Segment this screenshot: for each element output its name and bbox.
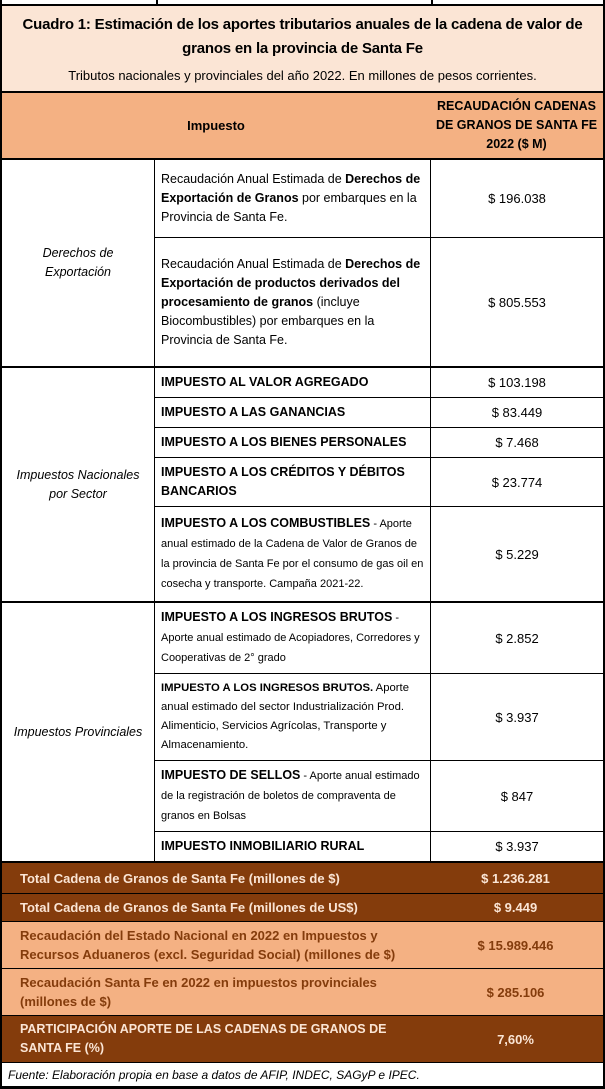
row-value: $ 2.852 [430, 603, 603, 673]
group-impuestos-provinciales [0, 603, 605, 863]
row-value: $ 103.198 [430, 368, 603, 397]
title-block [0, 4, 605, 93]
total-value: $ 1.236.281 [481, 870, 550, 886]
total-value: $ 9.449 [493, 900, 538, 915]
total-label: Recaudación del Estado Nacional en 2022 en Impuestos y Recursos Aduaneros (excl. Seguridad Social) (millones de $) [20, 928, 396, 962]
column-border-tick [156, 0, 158, 4]
table-row [155, 398, 603, 428]
total-label: Total Cadena de Granos de Santa Fe (millones de US$) [20, 900, 358, 915]
table-row [155, 761, 603, 832]
top-strip [0, 0, 605, 4]
row-description: IMPUESTO A LOS CRÉDITOS Y DÉBITOS BANCARIOS [161, 465, 405, 498]
table-title: Cuadro 1: Estimación de los aportes tributarios anuales de la cadena de valor de granos en la provincia de Santa Fe [22, 16, 583, 57]
group-impuestos-nacionales [0, 368, 605, 603]
row-value: $ 805.553 [430, 238, 603, 366]
total-row-cadena-dolares [0, 894, 605, 922]
row-value: $ 83.449 [430, 398, 603, 427]
table-row [155, 603, 603, 674]
row-value: $ 7.468 [430, 428, 603, 457]
row-description: IMPUESTO INMOBILIARIO RURAL [161, 839, 365, 853]
total-label: PARTICIPACIÓN APORTE DE LAS CADENAS DE GRANOS DE SANTA FE (%) [20, 1022, 387, 1055]
table-row [155, 160, 603, 238]
group-label: Derechos de Exportación [2, 160, 155, 366]
row-description: IMPUESTO DE SELLOS - Aporte anual estimado de la registración de boletos de compraventa de granos en Bolsas [161, 768, 420, 822]
row-description: IMPUESTO A LOS COMBUSTIBLES - Aporte anual estimado de la Cadena de Valor de Granos de la provincia de Santa Fe por el consumo de gas oil en cosecha y transporte. Campaña 2021-22. [161, 516, 424, 590]
table-row [155, 238, 603, 366]
group-derechos-de-exportacion [0, 160, 605, 368]
table-subtitle: Tributos nacionales y provinciales del año 2022. En millones de pesos corrientes. [68, 68, 537, 83]
row-description: IMPUESTO A LOS INGRESOS BRUTOS. Aporte anual estimado del sector Industrialización Prod. Alimenticio, Servicios Agrícolas, Transporte y Almacenamiento. [161, 682, 409, 751]
row-value: $ 196.038 [430, 160, 603, 237]
row-description: Recaudación Anual Estimada de Derechos de Exportación de productos derivados del procesamiento de granos (incluye Biocombustibles) por embarques en la Provincia de Santa Fe. [161, 256, 421, 347]
row-value: $ 5.229 [430, 507, 603, 601]
table-row [155, 368, 603, 398]
table-row [155, 507, 603, 601]
column-header-recaudacion: RECAUDACIÓN CADENAS DE GRANOS DE SANTA FE 2022 ($ M) [435, 99, 598, 151]
column-border-tick [431, 0, 433, 4]
source-note: Fuente: Elaboración propia en base a datos de AFIP, INDEC, SAGyP e IPEC. [0, 1063, 605, 1089]
total-value: $ 285.106 [486, 984, 545, 1000]
total-label: Total Cadena de Granos de Santa Fe (millones de $) [20, 870, 340, 886]
total-row-santa-fe [0, 969, 605, 1016]
row-description: IMPUESTO A LOS INGRESOS BRUTOS - Aporte anual estimado de Acopiadores, Corredores y Cooperativas de 2° grado [161, 610, 420, 664]
total-row-estado-nacional [0, 922, 605, 969]
total-label: Recaudación Santa Fe en 2022 en impuestos provinciales (millones de $) [20, 975, 377, 1009]
row-description: IMPUESTO A LAS GANANCIAS [161, 405, 346, 419]
row-value: $ 23.774 [430, 458, 603, 506]
row-value: $ 3.937 [430, 674, 603, 760]
column-header-impuesto: Impuesto [187, 118, 245, 133]
table-header-row [0, 93, 605, 160]
row-description: IMPUESTO AL VALOR AGREGADO [161, 375, 369, 389]
row-value: $ 3.937 [430, 832, 603, 861]
total-row-cadena-pesos [0, 863, 605, 894]
table-row [155, 458, 603, 507]
row-description: Recaudación Anual Estimada de Derechos de Exportación de Granos por embarques en la Provincia de Santa Fe. [161, 172, 421, 224]
row-value: $ 847 [430, 761, 603, 831]
table-row [155, 832, 603, 861]
table-row [155, 674, 603, 761]
group-label: Impuestos Provinciales [2, 603, 155, 861]
total-row-participacion [0, 1016, 605, 1063]
group-label: Impuestos Nacionales por Sector [2, 368, 155, 601]
row-description: IMPUESTO A LOS BIENES PERSONALES [161, 435, 407, 449]
table-row [155, 428, 603, 458]
total-value: $ 15.989.446 [477, 937, 554, 953]
total-value: 7,60% [497, 1031, 534, 1047]
